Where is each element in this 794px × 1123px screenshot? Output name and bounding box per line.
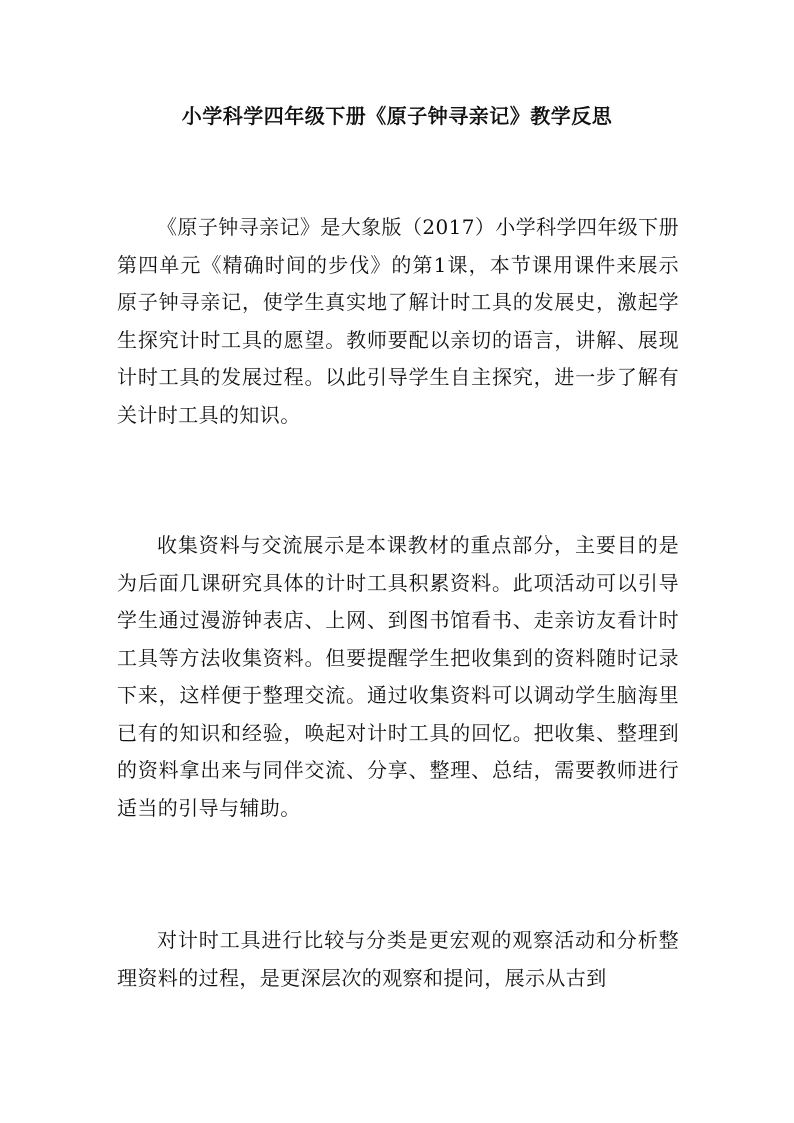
paragraph-3: 对计时工具进行比较与分类是更宏观的观察活动和分析整理资料的过程，是更深层次的观察和提问，展示从古到: [117, 928, 679, 990]
paragraph-2: 收集资料与交流展示是本课教材的重点部分，主要目的是为后面几课研究具体的计时工具积累资料。此项活动可以引导学生通过漫游钟表店、上网、到图书馆看书、走亲访友看计时工具等方法收集资料。但要提醒学生把收集到的资料随时记录下来，这样便于整理交流。通过收集资料可以调动学生脑海里已有的知识和经验，唤起对计时工具的回忆。把收集、整理到的资料拿出来与同伴交流、分享、整理、总结，需要教师进行适当的引导与辅助。: [117, 533, 679, 820]
paragraph-1: 《原子钟寻亲记》是大象版（2017）小学科学四年级下册第四单元《精确时间的步伐》的第1课，本节课用课件来展示原子钟寻亲记，使学生真实地了解计时工具的发展史，激起学生探究计时工具的愿望。教师要配以亲切的语言，讲解、展现计时工具的发展过程。以此引导学生自主探究，进一步了解有关计时工具的知识。: [117, 215, 679, 427]
document-title: 小学科学四年级下册《原子钟寻亲记》教学反思: [181, 104, 613, 128]
